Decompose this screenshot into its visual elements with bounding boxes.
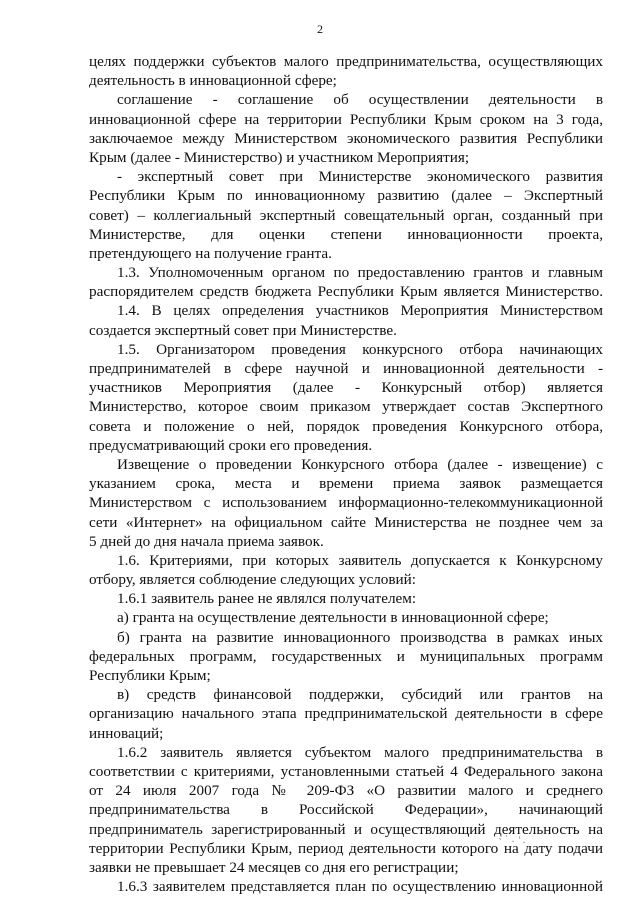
text-line: инновационной сфере на территории Республики Крым сроком на 3 года, (89, 110, 603, 128)
text-line: 1.6.3 заявителем представляется план по осуществлению инновационной (117, 878, 603, 896)
text-line: заключаемое между Министерством экономического развития Республики (89, 129, 603, 147)
text-line: б) гранта на развитие инновационного производства в рамках иных (117, 628, 603, 646)
page-number: 2 (317, 22, 323, 36)
text-line: 1.6.2 заявитель является субъектом малого предпринимательства в (117, 743, 603, 761)
text-line: предпринимателей в сфере научной и инновационной деятельности - (89, 360, 603, 377)
text-line: предпринимательства в Российской Федерации», начинающий (89, 801, 603, 819)
text-line: целях поддержки субъектов малого предпринимательства, осуществляющих (89, 53, 603, 70)
text-line: отбору, является соблюдение следующих условий: (89, 571, 417, 589)
scan-marks (497, 832, 527, 846)
text-line: Крым (далее - Министерство) и участником Мероприятия; (89, 148, 470, 166)
text-line: в) средств финансовой поддержки, субсидий или грантов на (117, 686, 603, 704)
text-line: Министерстве, для оценки степени инновационности проекта, (89, 225, 603, 243)
text-line: Республики Крым; (89, 667, 211, 684)
text-line: 1.6.1 заявитель ранее не являлся получателем: (117, 590, 417, 608)
text-line: распорядителем средств бюджета Республики Крым является Министерство. (89, 283, 603, 301)
text-line: - экспертный совет при Министерстве экономического развития (117, 168, 603, 186)
text-line: Министерством с использованием информационно-телекоммуникационной (89, 494, 603, 512)
text-line: предусматривающий сроки его проведения. (89, 436, 373, 454)
text-line: соответствии с критериями, установленными статьей 4 Федерального закона (89, 762, 603, 780)
text-line: территории Республики Крым, период деятельности которого на дату подачи (89, 839, 603, 857)
text-line: 5 дней до дня начала приема заявок. (89, 532, 324, 550)
text-line: 1.3. Уполномоченным органом по предоставлению грантов и главным (117, 264, 603, 282)
text-line: Извещение о проведении Конкурсного отбора (далее - извещение) с (117, 455, 603, 473)
text-line: организацию начального этапа предпринимательской деятельности в сфере (89, 705, 603, 723)
body-text (89, 52, 603, 896)
text-line: от 24 июля 2007 года № 209-ФЗ «О развитии малого и среднего (89, 782, 603, 800)
text-line: деятельность в инновационной сфере; (89, 72, 337, 90)
text-line: федеральных программ, государственных и муниципальных программ (89, 647, 603, 665)
text-line: 1.6. Критериями, при которых заявитель допускается к Конкурсному (117, 551, 603, 569)
text-line: Республики Крым по инновационному развитию (далее – Экспертный (89, 187, 603, 205)
text-line: а) гранта на осуществление деятельности в инновационной сфере; (117, 609, 549, 627)
text-line: указанием срока, места и времени приема заявок размещается (89, 475, 603, 493)
text-line: 1.4. В целях определения участников Мероприятия Министерством (117, 302, 603, 320)
text-line: инноваций; (89, 724, 164, 742)
text-line: совет) – коллегиальный экспертный совещательный орган, созданный при (89, 206, 603, 224)
text-line: создается экспертный совет при Министерстве. (89, 321, 397, 339)
text-line: заявки не превышает 24 месяцев со дня его регистрации; (89, 858, 459, 876)
text-line: соглашение - соглашение об осуществлении деятельности в (117, 91, 603, 109)
text-line: претендующего на получение гранта. (89, 244, 332, 262)
text-line: сети «Интернет» на официальном сайте Министерства не позднее чем за (89, 513, 603, 531)
text-line: участников Мероприятия (далее - Конкурсный отбор) является (89, 379, 603, 397)
text-line: 1.5. Организатором проведения конкурсного отбора начинающих (117, 340, 603, 358)
text-line: предприниматель зарегистрированный и осуществляющий деятельность на (89, 820, 603, 838)
text-line: совета и положение о ней, порядок проведения Конкурсного отбора, (89, 417, 603, 435)
text-line: Министерство, которое своим приказом утверждает состав Экспертного (89, 398, 603, 416)
